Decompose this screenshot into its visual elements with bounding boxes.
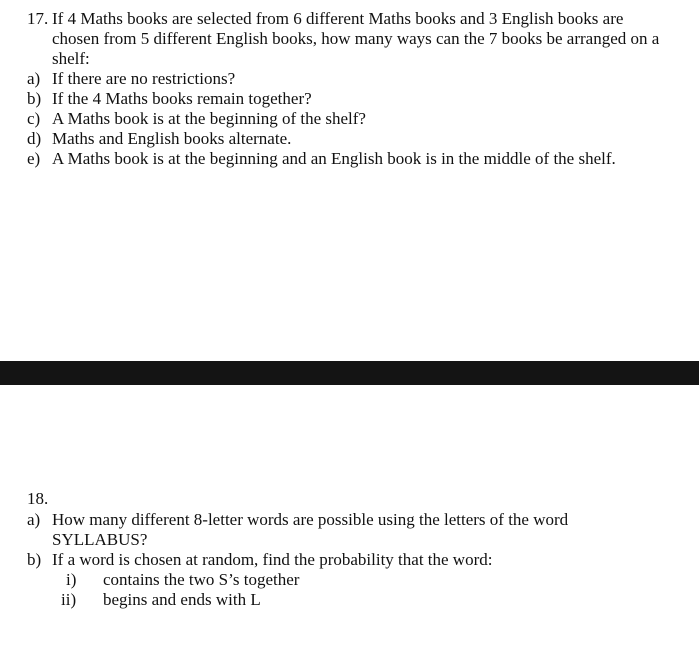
q18-subpart-ii-label: ii) (61, 590, 77, 609)
q18-part-a-label: a) (27, 510, 41, 529)
q17-stem-line-3: shelf: (52, 49, 90, 68)
q17-part-b-text: If the 4 Maths books remain together? (52, 89, 312, 108)
q17-part-b-label: b) (27, 89, 42, 108)
q17-part-c-label: c) (27, 109, 41, 128)
q17-part-e-text: A Maths book is at the beginning and an English book is in the middle of the shelf. (52, 149, 616, 168)
page-divider-bar (0, 361, 699, 385)
q17-part-a-text: If there are no restrictions? (52, 69, 236, 88)
q18-subpart-i-label: i) (66, 570, 77, 589)
q17-number: 17. (27, 9, 49, 28)
q18-number: 18. (27, 489, 49, 508)
q17-part-e-label: e) (27, 149, 41, 168)
q18-part-a-line-1: How many different 8-letter words are possible using the letters of the word (52, 510, 569, 529)
q17-part-a-label: a) (27, 69, 41, 88)
q17-part-d-text: Maths and English books alternate. (52, 129, 292, 148)
q18-subpart-i-text: contains the two S’s together (103, 570, 300, 589)
q18-part-b-label: b) (27, 550, 42, 569)
q17-part-c-text: A Maths book is at the beginning of the shelf? (52, 109, 366, 128)
q17-part-d-label: d) (27, 129, 42, 148)
q17-stem-line-1: If 4 Maths books are selected from 6 different Maths books and 3 English books are (52, 9, 624, 28)
q18-part-a-line-2: SYLLABUS? (52, 530, 148, 549)
q18-subpart-ii-text: begins and ends with L (103, 590, 261, 609)
q17-stem-line-2: chosen from 5 different English books, how many ways can the 7 books be arranged on a (52, 29, 660, 48)
q18-part-b-text: If a word is chosen at random, find the probability that the word: (52, 550, 493, 569)
